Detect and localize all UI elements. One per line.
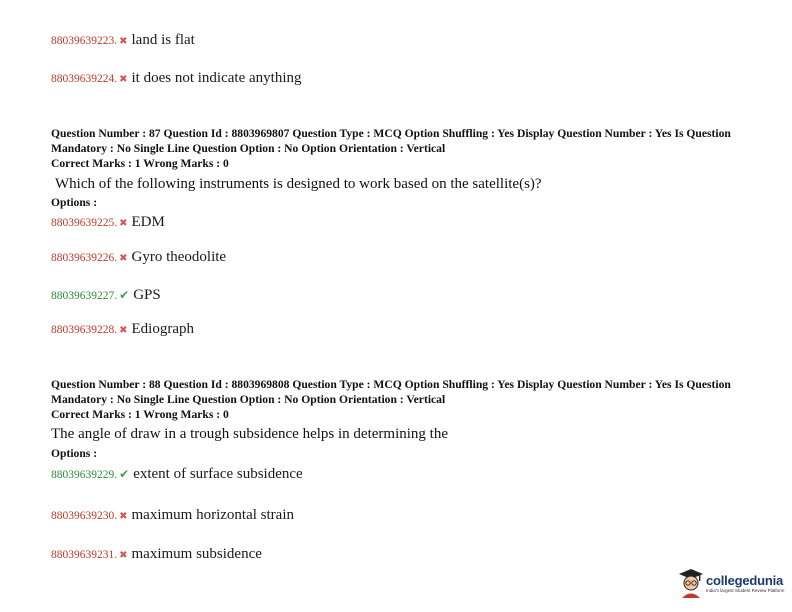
- option-id: 88039639224.: [51, 73, 118, 85]
- question-87-text: Which of the following instruments is designed to work based on the satellite(s)?: [55, 176, 542, 192]
- cross-icon: ✖: [119, 325, 128, 336]
- question-88-marks: Correct Marks : 1 Wrong Marks : 0: [51, 408, 229, 421]
- option-88039639226: [51, 249, 226, 266]
- cross-icon: ✖: [119, 36, 128, 47]
- option-text: Ediograph: [131, 321, 194, 337]
- cross-icon: ✖: [119, 511, 128, 522]
- option-id: 88039639228.: [51, 324, 118, 336]
- option-id: 88039639225.: [51, 217, 118, 229]
- option-88039639231: [51, 546, 262, 563]
- option-id: 88039639226.: [51, 252, 118, 264]
- question-87-meta: Question Number : 87 Question Id : 8803969807 Question Type : MCQ Option Shuffling : Yes Display Question Number : Yes Is Question Mandatory : No Single Line Question Option : No Option Orientation : Vertical: [51, 127, 731, 155]
- option-text: land is flat: [131, 32, 195, 48]
- option-id: 88039639231.: [51, 549, 118, 561]
- option-text: extent of surface subsidence: [133, 466, 303, 482]
- cross-icon: ✖: [119, 550, 128, 561]
- options-label: Options :: [51, 447, 98, 460]
- question-88-meta: Question Number : 88 Question Id : 8803969808 Question Type : MCQ Option Shuffling : Yes Display Question Number : Yes Is Question Mandatory : No Single Line Question Option : No Option Orientation : Vertical: [51, 378, 731, 406]
- option-id: 88039639230.: [51, 510, 118, 522]
- check-icon: ✔: [119, 288, 130, 302]
- cross-icon: ✖: [119, 253, 128, 264]
- graduate-avatar-icon: [678, 567, 704, 599]
- option-id: 88039639229.: [51, 469, 118, 481]
- option-88039639225: [51, 214, 165, 231]
- check-icon: ✔: [119, 467, 130, 481]
- option-text: EDM: [131, 214, 165, 230]
- logo-name: collegedunia: [706, 573, 784, 588]
- cross-icon: ✖: [119, 218, 128, 229]
- option-text: it does not indicate anything: [131, 70, 302, 86]
- option-text: GPS: [133, 287, 161, 303]
- question-88-text: The angle of draw in a trough subsidence helps in determining the: [51, 426, 448, 442]
- logo-tagline: India's largest Student Review Platform: [706, 588, 785, 593]
- option-88039639229: [51, 466, 303, 483]
- cross-icon: ✖: [119, 74, 128, 85]
- option-88039639228: [51, 321, 194, 338]
- option-88039639223: [51, 32, 195, 49]
- options-label: Options :: [51, 196, 98, 209]
- question-87-marks: Correct Marks : 1 Wrong Marks : 0: [51, 157, 229, 170]
- option-88039639224: [51, 70, 301, 87]
- option-id: 88039639223.: [51, 35, 118, 47]
- option-id: 88039639227.: [51, 290, 118, 302]
- option-text: maximum subsidence: [131, 546, 262, 562]
- option-text: maximum horizontal strain: [131, 507, 294, 523]
- option-text: Gyro theodolite: [131, 249, 227, 265]
- option-88039639227: [51, 287, 161, 304]
- option-88039639230: [51, 507, 294, 524]
- collegedunia-logo: [678, 567, 784, 599]
